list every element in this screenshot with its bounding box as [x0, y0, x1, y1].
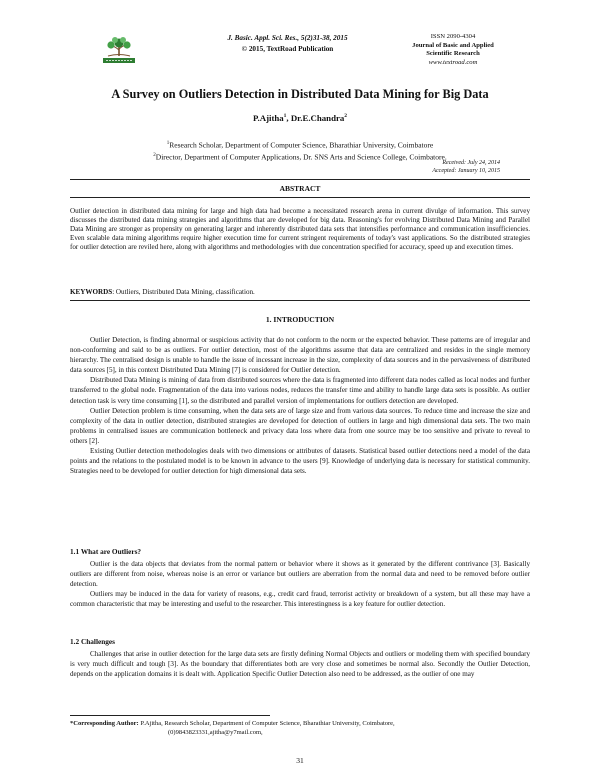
author-1-sup: 1: [283, 113, 287, 120]
footnote-contact: (0)9843823331,ajitha@y7mail.com,: [168, 729, 263, 736]
author-2-sup: 2: [344, 113, 348, 120]
intro-paragraph-1: Outlier Detection, is finding abnormal or suspicious activity that do not conform to the norm or the expected behavior. These patterns are of irregular and non-conforming and said to be as outliers. For outlier detection, most of the algorithms assume that data are centralized and resides in the single memory hierarchy. The centralised design is unable to handle the issue of incessant increase in the size, complexity of data sources and in the pervasiveness of distributed data sources [5], in this context Distributed Data Mining [7] is considered for Outlier detection.: [70, 336, 530, 375]
page-number: 31: [296, 756, 304, 765]
journal-header: [190, 33, 385, 55]
section-1-2-body: [70, 649, 530, 679]
keywords-text: : Outliers, Distributed Data Mining, classification.: [112, 288, 255, 296]
author-1: P.Ajitha: [252, 113, 284, 123]
section-1-1-body: [70, 559, 530, 609]
divider-abstract: [70, 197, 530, 198]
affiliation-1-sup: 1: [166, 141, 170, 146]
section-1-1-paragraph-1: Outlier is the data objects that deviates from the normal pattern or behavior where it shows as it generated by the different contrivance [3]. Basically outliers are different from noise, whereas noise is an error or variance but outliers are aberration from the normal data and need to be removed before outlier detection.: [70, 560, 530, 589]
intro-body: [70, 335, 530, 476]
copyright-line: © 2015, TextRoad Publication: [241, 45, 334, 53]
textroad-logo-icon: [94, 34, 144, 68]
issn: ISSN 2090-4304: [430, 33, 476, 40]
abstract-heading: ABSTRACT: [279, 184, 321, 193]
received-date: Received: July 24, 2014: [442, 160, 500, 166]
article-dates: [432, 160, 500, 175]
affiliation-2-sup: 2: [153, 153, 156, 159]
footnote-label: *Corresponding Author:: [70, 720, 139, 727]
footnote-text: P.Ajitha, Research Scholar, Department of Computer Science, Bharathiar University, Coimbatore,: [138, 720, 395, 727]
section-1-2-heading: 1.2 Challenges: [70, 637, 115, 646]
intro-paragraph-4: Existing Outlier detection methodologies deals with two dimensions or attributes of datasets. Statistical based outlier detections need a model of the data points and the relations to the postulated model is to be known in advance to the users [9]. Knowledge of underlying data is necessary for statistical community. Strategies need to be developed for outlier detection for high dimensional data sets.: [70, 447, 530, 476]
corresponding-author-note: [70, 719, 530, 737]
intro-paragraph-2: Distributed Data Mining is mining of data from distributed sources where the data is fragmented into different data nodes called as local nodes and further transferred to the global node. Fragmentation of the data into various nodes, reduces the transfer time and ability to handle large data sets is possible. As outlier detection task is very time consuming [1], so the distributed and parallel version of implementations for outliers detection are developed.: [70, 376, 530, 405]
journal-info-block: [398, 33, 508, 67]
section-1-1-heading: 1.1 What are Outliers?: [70, 547, 142, 556]
author-2: Dr.E.Chandra: [290, 113, 345, 123]
paper-title: A Survey on Outliers Detection in Distributed Data Mining for Big Data: [111, 87, 489, 101]
intro-paragraph-3: Outlier Detection problem is time consuming, when the data sets are of large size and from various data sources. To reduce time and increase the size and complexity of the data in outlier detection, distributed strategies are developed for detection of outliers in large and high dimensional data sets. The two main problems in centralised issues are communication bottleneck and privacy data loss where data from one source may be too sensitive and private to reveal to others [2].: [70, 406, 530, 445]
journal-citation: J. Basic. Appl. Sci. Res., 5(2)31-38, 2015: [227, 34, 348, 42]
journal-website: www.textroad.com: [428, 58, 478, 66]
intro-heading: 1. INTRODUCTION: [265, 315, 335, 324]
keywords-label: KEYWORDS: [70, 288, 113, 296]
affiliation-2-text: Director, Department of Computer Applications, Dr. SNS Arts and Science College, Coimbatore.: [155, 152, 447, 162]
divider-top: [70, 179, 530, 180]
abstract-text: Outlier detection in distributed data mining for large and high data had become a necessitated research arena in current divulge of information. This survey discusses the distributed data mining strategies and algorithms that are developed for big data. Reasoning's for evolving Distributed Data Mining and Parallel Data Mining are stronger as propensity on generating larger and inherently distributed data sets that intensifies performance and communication insufficiencies. Even scalable data mining algorithms require higher execution time for current stringent requirements of today's vast applications. So the distributed strategies for outlier detection are reviled here, along with algorithms and methodologies with due concentration specified for accuracy, speed up and execution times.: [70, 207, 530, 251]
keywords-line: [70, 288, 530, 297]
section-1-2-paragraph-1: Challenges that arise in outlier detection for the large data sets are firstly defining Normal Objects and outliers or modeling them with specified boundary is very much difficult and tough [3]. As the boundary that differentiates both are very close and sometimes be normal also. Secondly the Outlier Detection, depends on the application domains it is dealt with. Application Specific Outlier Detection also need to be addressed, as the outlier of one may: [70, 650, 530, 679]
divider-keywords: [70, 300, 530, 301]
journal-name-line2: Scientific Research: [426, 50, 480, 58]
affiliation-1-text: Research Scholar, Department of Computer Science, Bharathiar University, Coimbatore: [169, 140, 434, 150]
journal-name-line1: Journal of Basic and Applied: [412, 41, 494, 49]
author-separator: ,: [286, 113, 291, 123]
footnote-divider: [70, 715, 270, 716]
accepted-date: Accepted: January 10, 2015: [432, 167, 500, 174]
author-list: [40, 113, 560, 123]
affiliation-1: [40, 139, 560, 151]
footnote-line-1: [70, 719, 530, 728]
section-1-1-paragraph-2: Outliers may be induced in the data for variety of reasons, e.g., credit card fraud, terrorist activity or breakdown of a system, but all these may have a common characteristic that may be interesting and useful to the researcher. This interestingness is a key feature for outlier detection.: [70, 590, 530, 609]
